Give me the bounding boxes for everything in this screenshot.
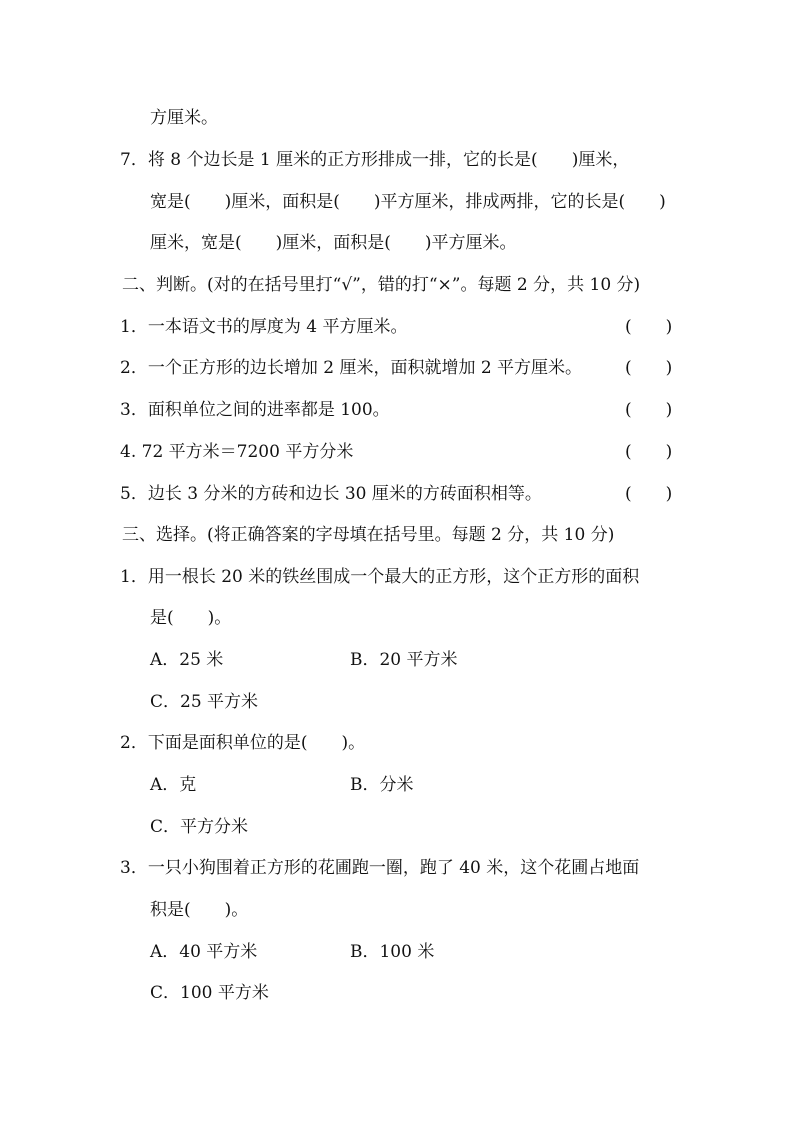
choice-q2: 2．下面是面积单位的是( )。 xyxy=(120,733,366,753)
judge-q2: 2．一个正方形的边长增加 2 厘米，面积就增加 2 平方厘米。 xyxy=(120,358,583,378)
choice-q1-option-a: A．25 米 xyxy=(150,650,224,670)
choice-q2-option-b: B．分米 xyxy=(350,775,414,795)
judge-q5: 5．边长 3 分米的方砖和边长 30 厘米的方砖面积相等。 xyxy=(120,484,542,504)
section-2-heading: 二、判断。(对的在括号里打“√”，错的打“×”。每题 2 分，共 10 分) xyxy=(122,275,641,295)
q7-line-1: 7．将 8 个边长是 1 厘米的正方形排成一排，它的长是( )厘米， xyxy=(120,150,630,170)
choice-q3-line-2: 积是( )。 xyxy=(150,900,249,920)
choice-q3-line-1: 3．一只小狗围着正方形的花圃跑一圈，跑了 40 米，这个花圃占地面 xyxy=(120,858,640,878)
judge-q5-bracket: ( ) xyxy=(625,484,673,504)
judge-q2-bracket: ( ) xyxy=(625,358,673,378)
section-3-heading: 三、选择。(将正确答案的字母填在括号里。每题 2 分，共 10 分) xyxy=(122,525,615,545)
choice-q1-line-2: 是( )。 xyxy=(150,608,232,628)
q7-prev-tail: 方厘米。 xyxy=(150,108,218,128)
judge-q3: 3．面积单位之间的进率都是 100。 xyxy=(120,400,390,420)
choice-q3-option-c: C．100 平方米 xyxy=(150,983,269,1003)
q7-line-2: 宽是( )厘米，面积是( )平方厘米，排成两排，它的长是( ) xyxy=(150,192,666,212)
choice-q3-option-b: B．100 米 xyxy=(350,942,435,962)
choice-q2-option-a: A．克 xyxy=(150,775,197,795)
choice-q1-line-1: 1．用一根长 20 米的铁丝围成一个最大的正方形，这个正方形的面积 xyxy=(120,567,640,587)
judge-q1: 1．一本语文书的厚度为 4 平方厘米。 xyxy=(120,317,408,337)
choice-q2-option-c: C．平方分米 xyxy=(150,817,249,837)
judge-q4: 4. 72 平方米＝7200 平方分米 xyxy=(120,442,354,462)
judge-q4-bracket: ( ) xyxy=(625,442,673,462)
judge-q3-bracket: ( ) xyxy=(625,400,673,420)
judge-q1-bracket: ( ) xyxy=(625,317,673,337)
choice-q3-option-a: A．40 平方米 xyxy=(150,942,258,962)
choice-q1-option-c: C．25 平方米 xyxy=(150,692,259,712)
q7-line-3: 厘米，宽是( )厘米，面积是( )平方厘米。 xyxy=(150,233,517,253)
choice-q1-option-b: B．20 平方米 xyxy=(350,650,458,670)
